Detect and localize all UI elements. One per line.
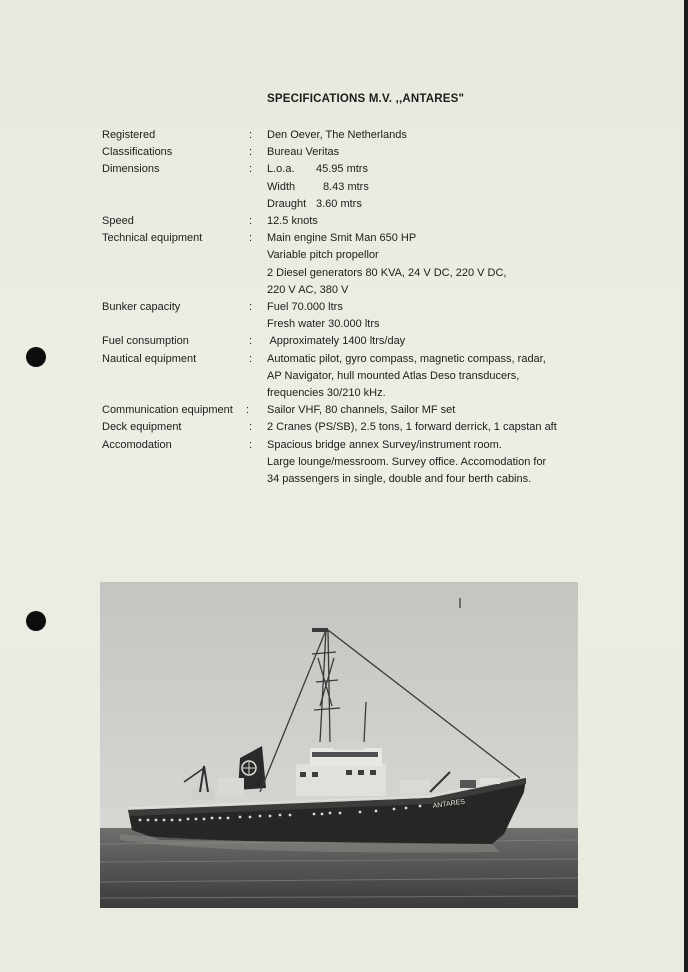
spec-value [267,333,592,350]
dimension-key: Width [267,180,296,193]
spec-row [102,299,592,333]
spec-value [267,161,592,213]
spec-value-line: 220 V AC, 380 V [267,283,349,296]
spec-colon: : [249,352,253,365]
ship-photo [100,582,578,908]
spec-row [102,351,592,403]
spec-value-line: Variable pitch propellor [267,249,379,262]
spec-value [267,127,592,144]
spec-label: Communication equipment [102,404,233,417]
spec-row [102,437,592,489]
dimension-value: 3.60 mtrs [316,197,362,210]
spec-colon: : [246,404,250,417]
spec-value-line: Sailor VHF, 80 channels, Sailor MF set [267,404,456,417]
spec-label: Dimensions [102,163,160,176]
spec-label: Fuel consumption [102,335,189,348]
spec-value-line: Fuel 70.000 ltrs [267,301,343,314]
spec-label: Technical equipment [102,232,203,245]
spec-colon: : [249,232,253,245]
spec-row [102,333,592,350]
spec-value-line: Fresh water 30.000 ltrs [267,318,380,331]
spec-value [267,419,592,436]
spec-label: Bunker capacity [102,301,181,314]
spec-row [102,127,592,144]
spec-colon: : [249,301,253,314]
spec-row [102,213,592,230]
page-edge-shadow [684,0,688,972]
spec-value [267,144,592,161]
spec-colon: : [249,146,253,159]
spec-value [267,351,592,403]
spec-value-line: Bureau Veritas [267,146,340,159]
dimension-value: 8.43 mtrs [323,180,369,193]
spec-label: Speed [102,215,134,228]
spec-row [102,402,592,419]
spec-value-line: Automatic pilot, gyro compass, magnetic compass, radar, [267,352,546,365]
spec-label: Accomodation [102,438,172,451]
spec-value [267,299,592,333]
spec-value-line: Spacious bridge annex Survey/instrument room. [267,438,502,451]
spec-value-line: Large lounge/messroom. Survey office. Accomodation for [267,455,547,468]
spec-label: Classifications [102,146,173,159]
spec-value [267,437,592,489]
punch-hole [26,611,46,631]
dimension-row [267,179,592,196]
spec-value-line: AP Navigator, hull mounted Atlas Deso transducers, [267,369,520,382]
spec-row [102,230,592,299]
punch-hole [26,347,46,367]
spec-value [267,402,592,419]
spec-value-line: 2 Cranes (PS/SB), 2.5 tons, 1 forward derrick, 1 capstan aft [267,421,557,434]
spec-colon: : [249,421,253,434]
spec-row [102,144,592,161]
spec-label: Deck equipment [102,421,182,434]
spec-value-line: 2 Diesel generators 80 KVA, 24 V DC, 220 V DC, [267,266,507,279]
spec-row [102,419,592,436]
spec-colon: : [249,163,253,176]
spec-value [267,213,592,230]
specifications-list [102,127,592,488]
page-title: SPECIFICATIONS M.V. ,,ANTARES" [267,93,465,105]
dimension-row [267,196,592,213]
spec-value-line: frequencies 30/210 kHz. [267,387,386,400]
spec-value-line: Den Oever, The Netherlands [267,129,407,141]
dimension-key: L.o.a. [267,163,295,176]
spec-colon: : [249,335,253,348]
spec-value-line: Approximately 1400 ltrs/day [267,335,406,348]
spec-colon: : [249,215,253,228]
dimension-key: Draught [267,197,307,210]
svg-text:ANTARES: ANTARES [432,798,466,810]
spec-label: Nautical equipment [102,352,197,365]
spec-colon: : [249,438,253,451]
spec-value-line: Main engine Smit Man 650 HP [267,232,417,245]
spec-value [267,230,592,299]
spec-colon: : [249,129,253,141]
spec-value-line: 12.5 knots [267,215,318,228]
spec-value-line: 34 passengers in single, double and four berth cabins. [267,473,532,486]
dimension-value: 45.95 mtrs [316,163,368,176]
spec-label: Registered [102,129,156,141]
spec-row [102,161,592,213]
dimension-row [267,161,592,178]
